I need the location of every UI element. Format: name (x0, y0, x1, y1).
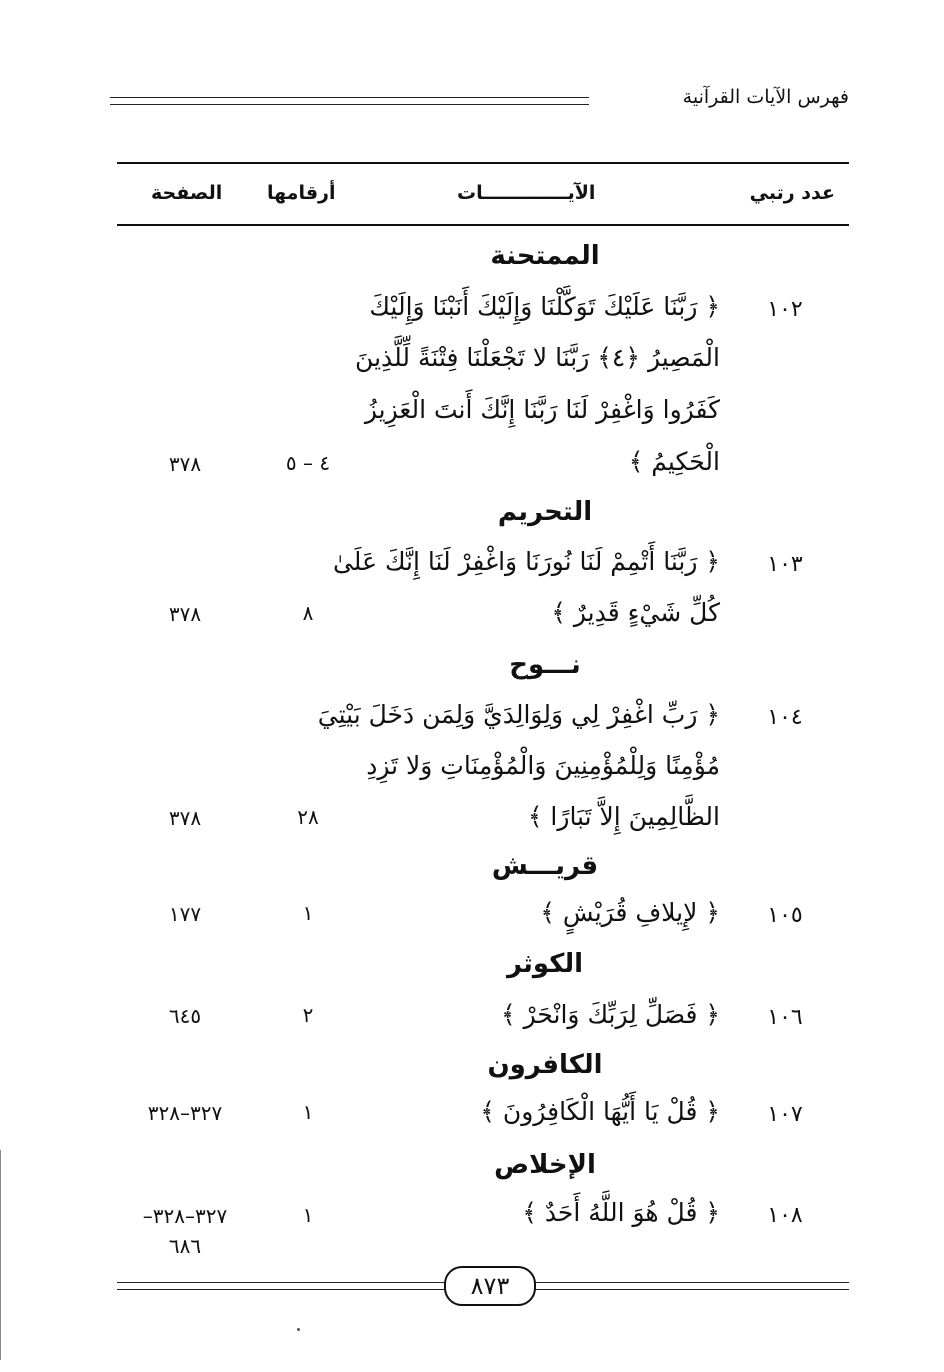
surah-title: الإخلاص (494, 1150, 596, 1180)
verse-line: ﴿ رَبَّنَا عَلَيْكَ تَوَكَّلْنَا وَإِلَيْكَ أَنَبْنَا وَإِلَيْكَ (369, 292, 720, 321)
verse-line: كَفَرُوا وَاغْفِرْ لَنَا رَبَّنَا إِنَّكَ أَنتَ الْعَزِيزُ (364, 395, 720, 424)
verse-numbers: ٤ – ٥ (285, 451, 331, 475)
page-ref: ٣٧٨ (168, 452, 202, 476)
verse-line: مُؤْمِنًا وَلِلْمُؤْمِنِينَ وَالْمُؤْمِنَاتِ وَلا تَزِدِ (366, 751, 720, 780)
verse-numbers: ١ (302, 1100, 314, 1124)
page-number: ٨٧٣ (444, 1266, 536, 1306)
entry-serial: ١٠٤ (767, 705, 803, 730)
entry-serial: ١٠٦ (767, 1005, 803, 1030)
verse-line: ﴿ فَصَلِّ لِرَبِّكَ وَانْحَرْ ﴾ (501, 1000, 720, 1029)
page-ref: ٣٧٨ (168, 602, 202, 626)
verse-line: الْمَصِيرُ ﴿٤﴾ رَبَّنَا لا تَجْعَلْنَا فِتْنَةً لِّلَّذِينَ (355, 343, 720, 372)
page-ref: ١٧٧ (168, 902, 202, 926)
page-ref: ٣٧٨ (168, 806, 202, 830)
surah-title: التحريم (497, 497, 593, 527)
header-rule (110, 97, 589, 105)
page-ref: ٦٤٥ (168, 1004, 202, 1028)
verse-line: ﴿ قُلْ يَا أَيُّهَا الْكَافِرُونَ ﴾ (480, 1097, 720, 1126)
page-ref: ٣٢٧–٣٢٨ (147, 1101, 223, 1125)
verse-numbers: ١ (302, 901, 314, 925)
running-header (110, 86, 849, 114)
verse-numbers: ٢ (302, 1003, 314, 1027)
column-serial: عدد رتبي (749, 182, 835, 204)
entry-serial: ١٠٧ (767, 1102, 803, 1127)
verse-line: الظَّالِمِينَ إِلاَّ تَبَارًا ﴾ (527, 802, 720, 831)
verse-numbers: ٢٨ (297, 805, 319, 829)
verse-line: ﴿ رَبِّ اغْفِرْ لِي وَلِوَالِدَيَّ وَلِمَن دَخَلَ بَيْتِيَ (317, 700, 720, 729)
page-ref: ٣٢٧–٣٢٨– (142, 1204, 228, 1228)
verse-line: ﴿ قُلْ هُوَ اللَّهُ أَحَدٌ ﴾ (522, 1198, 720, 1227)
verse-numbers: ٨ (302, 601, 314, 625)
surah-title: قريـــش (491, 851, 599, 881)
scan-dot (297, 1328, 300, 1331)
verse-line: كُلِّ شَيْءٍ قَدِيرٌ ﴾ (551, 598, 720, 627)
column-page: الصفحة (151, 182, 223, 204)
surah-title: الكافرون (487, 1050, 603, 1080)
entry-serial: ١٠٥ (767, 903, 803, 928)
surah-title: الكوثر (506, 949, 584, 979)
entry-serial: ١٠٢ (767, 297, 803, 322)
verse-line: الْحَكِيمُ ﴾ (628, 447, 720, 476)
page-footer (117, 1266, 849, 1306)
column-numbers: أرقامها (267, 182, 336, 204)
margin-mark (0, 1150, 1, 1360)
verse-numbers: ١ (302, 1203, 314, 1227)
verse-line: ﴿ لإِيلافِ قُرَيْشٍ ﴾ (540, 898, 720, 927)
verse-line: ﴿ رَبَّنَا أَتْمِمْ لَنَا نُورَنَا وَاغْفِرْ لَنَا إِنَّكَ عَلَىٰ (332, 547, 720, 576)
page-ref-continued: ٦٨٦ (168, 1234, 202, 1258)
table-header (117, 162, 849, 226)
column-verses: الآيـــــــــــــات (457, 182, 596, 204)
entry-serial: ١٠٣ (767, 552, 803, 577)
surah-title: الممتحنة (490, 241, 600, 271)
entry-serial: ١٠٨ (767, 1203, 803, 1228)
header-title: فهرس الآيات القرآنية (682, 86, 849, 108)
surah-title: نـــوح (509, 650, 581, 680)
